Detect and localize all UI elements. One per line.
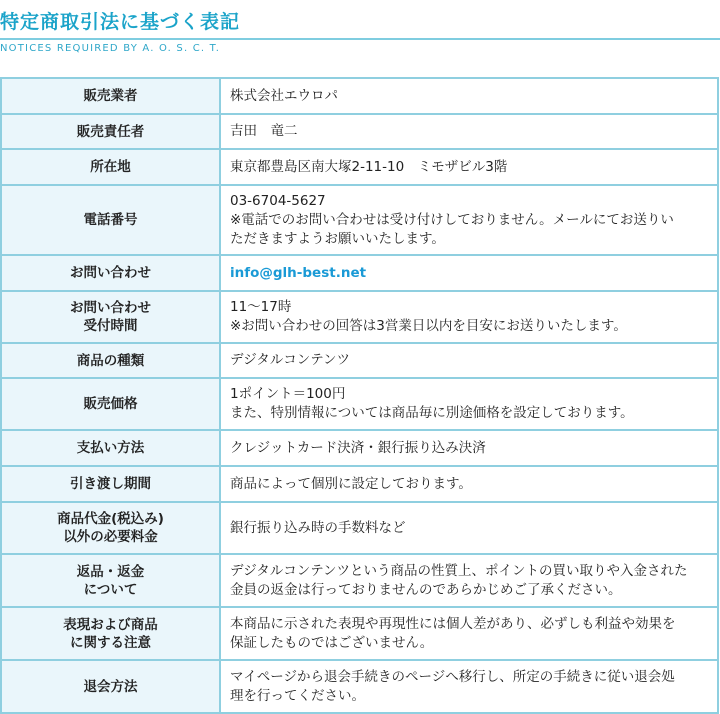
row-label: お問い合わせ 受付時間 (1, 291, 220, 343)
row-label: 販売業者 (1, 78, 220, 114)
row-value: 03-6704-5627 ※電話でのお問い合わせは受け付けしておりません。メールにてお送りい ただきますようお願いいたします。 (220, 185, 718, 255)
table-row (1, 291, 718, 343)
row-value: 銀行振り込み時の手数料など (220, 502, 718, 554)
row-value: 商品によって個別に設定しております。 (220, 466, 718, 502)
table-row (1, 660, 718, 713)
table-row (1, 378, 718, 430)
table-row (1, 554, 718, 607)
row-label: 販売責任者 (1, 114, 220, 149)
notice-table (0, 77, 719, 714)
row-label: 退会方法 (1, 660, 220, 713)
row-label: 所在地 (1, 149, 220, 185)
row-value: デジタルコンテンツ (220, 343, 718, 378)
row-value: マイページから退会手続きのページへ移行し、所定の手続きに従い退会処 理を行ってください。 (220, 660, 718, 713)
page-subtitle: NOTICES REQUIRED BY A. O. S. C. T. (0, 43, 221, 54)
row-label: 引き渡し期間 (1, 466, 220, 502)
row-label: 表現および商品 に関する注意 (1, 607, 220, 660)
row-label: 支払い方法 (1, 430, 220, 466)
table-row (1, 78, 718, 114)
table-row (1, 502, 718, 554)
table-row (1, 185, 718, 255)
row-label: 電話番号 (1, 185, 220, 255)
table-row (1, 149, 718, 185)
title-divider (0, 38, 720, 40)
row-value: 吉田 竜二 (220, 114, 718, 149)
page-header (0, 0, 720, 58)
row-label: 販売価格 (1, 378, 220, 430)
table-row (1, 255, 718, 291)
page-title: 特定商取引法に基づく表記 (0, 11, 241, 33)
table-row (1, 607, 718, 660)
row-value: 本商品に示された表現や再現性には個人差があり、必ずしも利益や効果を 保証したものではございません。 (220, 607, 718, 660)
row-label: 商品の種類 (1, 343, 220, 378)
row-label: 商品代金(税込み) 以外の必要料金 (1, 502, 220, 554)
row-label: お問い合わせ (1, 255, 220, 291)
contact-email-link[interactable]: info@glh-best.net (220, 255, 718, 291)
table-row (1, 114, 718, 149)
row-value: 1ポイント＝100円 また、特別情報については商品毎に別途価格を設定しております。 (220, 378, 718, 430)
row-label: 返品・返金 について (1, 554, 220, 607)
table-row (1, 466, 718, 502)
row-value: 11～17時 ※お問い合わせの回答は3営業日以内を目安にお送りいたします。 (220, 291, 718, 343)
row-value: 東京都豊島区南大塚2-11-10 ミモザビル3階 (220, 149, 718, 185)
row-value: 株式会社エウロパ (220, 78, 718, 114)
row-value: クレジットカード決済・銀行振り込み決済 (220, 430, 718, 466)
table-row (1, 430, 718, 466)
table-row (1, 343, 718, 378)
row-value: デジタルコンテンツという商品の性質上、ポイントの買い取りや入金された 金員の返金は行っておりませんのであらかじめご了承ください。 (220, 554, 718, 607)
